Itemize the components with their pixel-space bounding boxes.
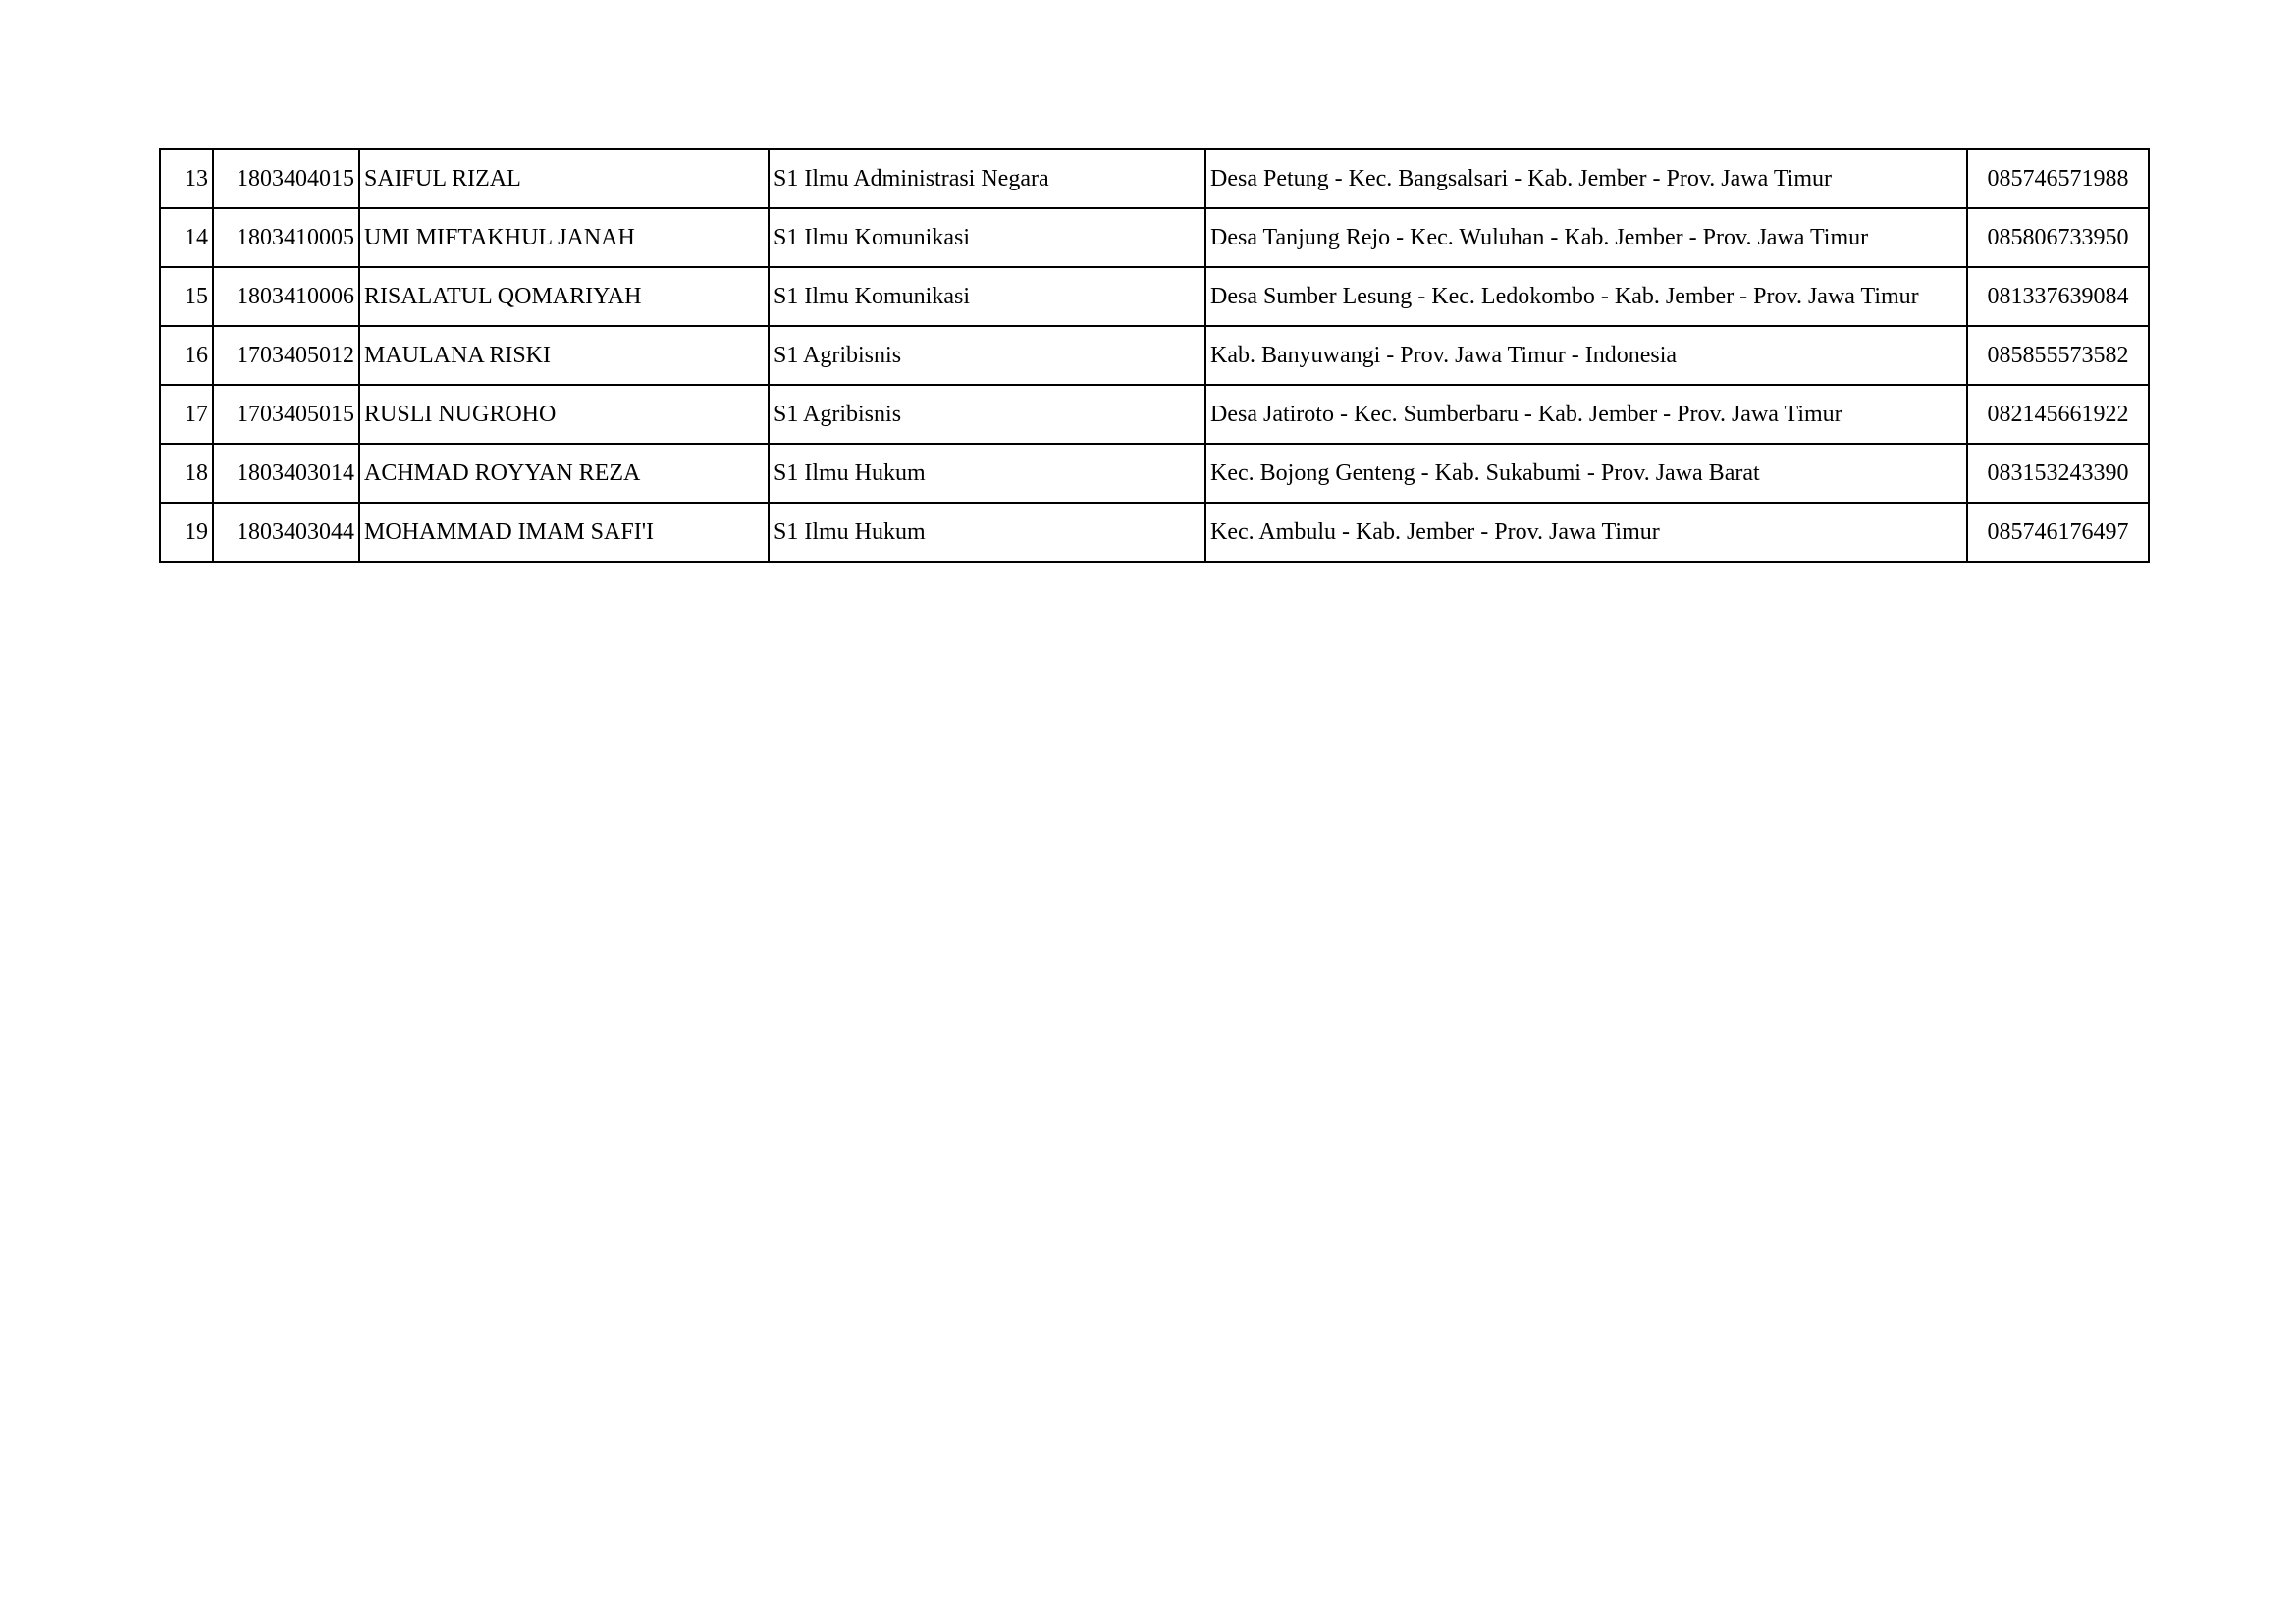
table-row — [160, 149, 2149, 208]
student-id: 1703405015 — [213, 385, 359, 444]
student-id: 1803403044 — [213, 503, 359, 562]
row-number: 19 — [160, 503, 213, 562]
student-id: 1803410005 — [213, 208, 359, 267]
phone-number: 085855573582 — [1967, 326, 2149, 385]
table-row — [160, 326, 2149, 385]
table-row — [160, 444, 2149, 503]
row-number: 13 — [160, 149, 213, 208]
study-program: S1 Ilmu Komunikasi — [769, 267, 1205, 326]
row-number: 16 — [160, 326, 213, 385]
address: Desa Jatiroto - Kec. Sumberbaru - Kab. Jember - Prov. Jawa Timur — [1205, 385, 1967, 444]
student-name: RISALATUL QOMARIYAH — [359, 267, 769, 326]
table-row — [160, 208, 2149, 267]
study-program: S1 Agribisnis — [769, 385, 1205, 444]
row-number: 18 — [160, 444, 213, 503]
study-program: S1 Agribisnis — [769, 326, 1205, 385]
student-name: MAULANA RISKI — [359, 326, 769, 385]
student-name: ACHMAD ROYYAN REZA — [359, 444, 769, 503]
student-id: 1803410006 — [213, 267, 359, 326]
row-number: 15 — [160, 267, 213, 326]
address: Kab. Banyuwangi - Prov. Jawa Timur - Indonesia — [1205, 326, 1967, 385]
study-program: S1 Ilmu Hukum — [769, 503, 1205, 562]
student-id: 1803403014 — [213, 444, 359, 503]
student-name: MOHAMMAD IMAM SAFI'I — [359, 503, 769, 562]
study-program: S1 Ilmu Administrasi Negara — [769, 149, 1205, 208]
row-number: 17 — [160, 385, 213, 444]
phone-number: 085806733950 — [1967, 208, 2149, 267]
address: Desa Petung - Kec. Bangsalsari - Kab. Jember - Prov. Jawa Timur — [1205, 149, 1967, 208]
study-program: S1 Ilmu Komunikasi — [769, 208, 1205, 267]
table-body — [160, 149, 2149, 562]
student-name: RUSLI NUGROHO — [359, 385, 769, 444]
student-name: SAIFUL RIZAL — [359, 149, 769, 208]
address: Desa Tanjung Rejo - Kec. Wuluhan - Kab. Jember - Prov. Jawa Timur — [1205, 208, 1967, 267]
table-row — [160, 267, 2149, 326]
address: Kec. Ambulu - Kab. Jember - Prov. Jawa Timur — [1205, 503, 1967, 562]
table-row — [160, 503, 2149, 562]
phone-number: 082145661922 — [1967, 385, 2149, 444]
student-id: 1803404015 — [213, 149, 359, 208]
phone-number: 085746571988 — [1967, 149, 2149, 208]
study-program: S1 Ilmu Hukum — [769, 444, 1205, 503]
student-name: UMI MIFTAKHUL JANAH — [359, 208, 769, 267]
phone-number: 083153243390 — [1967, 444, 2149, 503]
table-row — [160, 385, 2149, 444]
phone-number: 085746176497 — [1967, 503, 2149, 562]
student-id: 1703405012 — [213, 326, 359, 385]
phone-number: 081337639084 — [1967, 267, 2149, 326]
student-table — [159, 148, 2150, 563]
address: Desa Sumber Lesung - Kec. Ledokombo - Kab. Jember - Prov. Jawa Timur — [1205, 267, 1967, 326]
address: Kec. Bojong Genteng - Kab. Sukabumi - Prov. Jawa Barat — [1205, 444, 1967, 503]
row-number: 14 — [160, 208, 213, 267]
